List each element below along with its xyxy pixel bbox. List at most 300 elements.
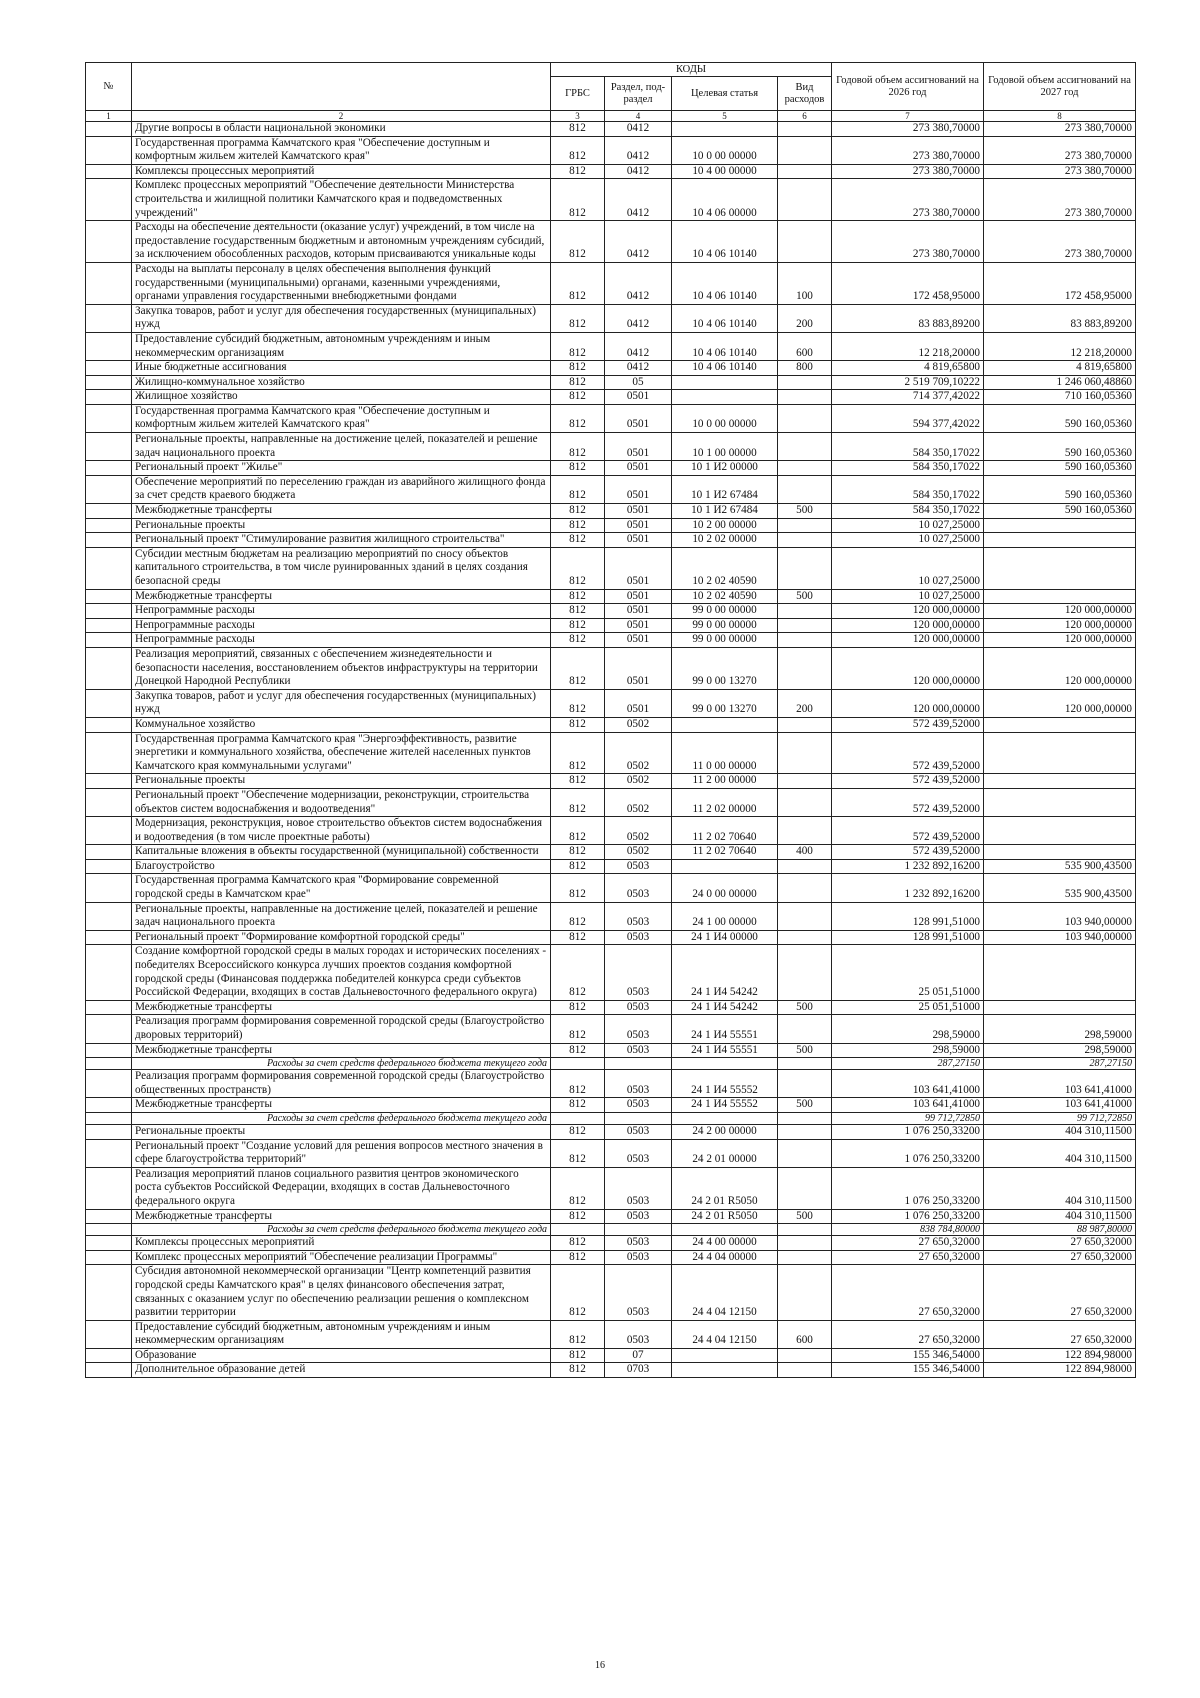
row-target-article: 11 2 02 70640 bbox=[672, 845, 778, 860]
row-grbs: 812 bbox=[551, 164, 605, 179]
row-target-article: 24 1 И4 54242 bbox=[672, 1000, 778, 1015]
row-target-article: 99 0 00 13270 bbox=[672, 689, 778, 717]
table-row bbox=[86, 774, 1136, 789]
row-section: 0412 bbox=[605, 179, 672, 221]
row-amount-2027: 535 900,43500 bbox=[984, 874, 1136, 902]
row-amount-2026: 10 027,25000 bbox=[832, 547, 984, 589]
row-amount-2027: 590 160,05360 bbox=[984, 404, 1136, 432]
row-index bbox=[86, 845, 132, 860]
row-amount-2026: 572 439,52000 bbox=[832, 817, 984, 845]
row-expense-type bbox=[778, 1265, 832, 1320]
table-row bbox=[86, 845, 1136, 860]
table-row bbox=[86, 304, 1136, 332]
row-section: 0412 bbox=[605, 262, 672, 304]
row-name: Реализация мероприятий планов социального развития центров экономического роста субъектов Российской Федерации, входящих в состав Дальневосточного федерального округа bbox=[132, 1167, 551, 1209]
row-index bbox=[86, 221, 132, 263]
row-expense-type bbox=[778, 1348, 832, 1363]
row-expense-type bbox=[778, 817, 832, 845]
row-section: 0503 bbox=[605, 902, 672, 930]
row-name: Комплекс процессных мероприятий "Обеспечение деятельности Министерства строительства и жилищной политики Камчатского края и подведомственных учреждений" bbox=[132, 179, 551, 221]
row-index bbox=[86, 1139, 132, 1167]
table-row bbox=[86, 404, 1136, 432]
row-amount-2027: 27 650,32000 bbox=[984, 1250, 1136, 1265]
row-amount-2026: 155 346,54000 bbox=[832, 1348, 984, 1363]
row-section: 0503 bbox=[605, 1265, 672, 1320]
row-name: Предоставление субсидий бюджетным, автономным учреждениям и иным некоммерческим организациям bbox=[132, 1320, 551, 1348]
row-target-article bbox=[672, 1058, 778, 1070]
row-grbs: 812 bbox=[551, 874, 605, 902]
row-amount-2027: 12 218,20000 bbox=[984, 332, 1136, 360]
row-amount-2027: 27 650,32000 bbox=[984, 1236, 1136, 1251]
row-expense-type bbox=[778, 122, 832, 137]
row-name: Государственная программа Камчатского края "Обеспечение доступным и комфортным жильем жителей Камчатского края" bbox=[132, 136, 551, 164]
row-index bbox=[86, 930, 132, 945]
table-row bbox=[86, 164, 1136, 179]
row-index bbox=[86, 475, 132, 503]
row-index bbox=[86, 332, 132, 360]
row-amount-2026: 572 439,52000 bbox=[832, 732, 984, 774]
row-name: Жилищно-коммунальное хозяйство bbox=[132, 375, 551, 390]
row-expense-type bbox=[778, 518, 832, 533]
row-index bbox=[86, 390, 132, 405]
row-amount-2026: 273 380,70000 bbox=[832, 136, 984, 164]
row-index bbox=[86, 504, 132, 519]
row-name: Модернизация, реконструкция, новое строительство объектов систем водоснабжения и водоотведения (в том числе проектные работы) bbox=[132, 817, 551, 845]
row-name: Государственная программа Камчатского края "Обеспечение доступным и комфортным жильем жителей Камчатского края" bbox=[132, 404, 551, 432]
col-number: 7 bbox=[832, 111, 984, 122]
row-name: Региональные проекты, направленные на достижение целей, показателей и решение задач национального проекта bbox=[132, 433, 551, 461]
row-expense-type bbox=[778, 717, 832, 732]
row-grbs: 812 bbox=[551, 618, 605, 633]
row-amount-2026: 1 076 250,33200 bbox=[832, 1167, 984, 1209]
row-grbs: 812 bbox=[551, 633, 605, 648]
row-name: Региональные проекты bbox=[132, 774, 551, 789]
row-grbs: 812 bbox=[551, 1124, 605, 1139]
row-index bbox=[86, 1167, 132, 1209]
row-index bbox=[86, 618, 132, 633]
table-row bbox=[86, 647, 1136, 689]
row-grbs: 812 bbox=[551, 1000, 605, 1015]
row-amount-2027 bbox=[984, 732, 1136, 774]
row-grbs: 812 bbox=[551, 361, 605, 376]
row-name: Межбюджетные трансферты bbox=[132, 1043, 551, 1058]
row-amount-2027: 120 000,00000 bbox=[984, 633, 1136, 648]
row-amount-2026: 10 027,25000 bbox=[832, 518, 984, 533]
row-amount-2026: 27 650,32000 bbox=[832, 1236, 984, 1251]
row-expense-type bbox=[778, 1112, 832, 1124]
row-amount-2027: 4 819,65800 bbox=[984, 361, 1136, 376]
row-expense-type bbox=[778, 1139, 832, 1167]
row-amount-2027 bbox=[984, 717, 1136, 732]
row-amount-2026: 1 232 892,16200 bbox=[832, 874, 984, 902]
row-amount-2027 bbox=[984, 845, 1136, 860]
row-index bbox=[86, 1363, 132, 1378]
row-index bbox=[86, 604, 132, 619]
row-index bbox=[86, 1209, 132, 1224]
col-number: 6 bbox=[778, 111, 832, 122]
row-name: Комплексы процессных мероприятий bbox=[132, 164, 551, 179]
row-name: Реализация программ формирования современной городской среды (Благоустройство дворовых территорий) bbox=[132, 1015, 551, 1043]
row-index bbox=[86, 788, 132, 816]
row-section: 0501 bbox=[605, 461, 672, 476]
row-grbs: 812 bbox=[551, 1265, 605, 1320]
row-index bbox=[86, 164, 132, 179]
row-grbs: 812 bbox=[551, 375, 605, 390]
row-section: 0501 bbox=[605, 604, 672, 619]
row-section: 0502 bbox=[605, 788, 672, 816]
row-amount-2027: 103 940,00000 bbox=[984, 902, 1136, 930]
row-grbs bbox=[551, 1112, 605, 1124]
row-grbs: 812 bbox=[551, 1236, 605, 1251]
row-amount-2027: 273 380,70000 bbox=[984, 136, 1136, 164]
row-index bbox=[86, 1265, 132, 1320]
row-target-article: 24 1 00 00000 bbox=[672, 902, 778, 930]
row-target-article: 11 2 02 70640 bbox=[672, 817, 778, 845]
row-grbs: 812 bbox=[551, 1043, 605, 1058]
row-amount-2027: 710 160,05360 bbox=[984, 390, 1136, 405]
row-target-article: 24 2 01 00000 bbox=[672, 1139, 778, 1167]
row-section: 0501 bbox=[605, 433, 672, 461]
row-section: 0503 bbox=[605, 1320, 672, 1348]
row-amount-2027: 120 000,00000 bbox=[984, 604, 1136, 619]
table-row bbox=[86, 1209, 1136, 1224]
table-row bbox=[86, 390, 1136, 405]
row-expense-type: 200 bbox=[778, 304, 832, 332]
row-amount-2027: 404 310,11500 bbox=[984, 1139, 1136, 1167]
table-row bbox=[86, 262, 1136, 304]
row-name: Непрограммные расходы bbox=[132, 604, 551, 619]
row-amount-2027: 120 000,00000 bbox=[984, 689, 1136, 717]
row-index bbox=[86, 262, 132, 304]
row-amount-2027 bbox=[984, 547, 1136, 589]
row-section: 0501 bbox=[605, 589, 672, 604]
table-row bbox=[86, 1265, 1136, 1320]
row-expense-type: 500 bbox=[778, 1043, 832, 1058]
row-expense-type bbox=[778, 533, 832, 548]
row-target-article: 24 4 04 12150 bbox=[672, 1320, 778, 1348]
row-amount-2027 bbox=[984, 518, 1136, 533]
row-section: 0503 bbox=[605, 1167, 672, 1209]
row-grbs: 812 bbox=[551, 1363, 605, 1378]
row-amount-2026: 273 380,70000 bbox=[832, 122, 984, 137]
row-section: 0503 bbox=[605, 859, 672, 874]
row-name: Обеспечение мероприятий по переселению граждан из аварийного жилищного фонда за счет средств краевого бюджета bbox=[132, 475, 551, 503]
table-row bbox=[86, 179, 1136, 221]
row-section: 0503 bbox=[605, 1043, 672, 1058]
row-expense-type bbox=[778, 461, 832, 476]
row-expense-type bbox=[778, 604, 832, 619]
row-amount-2026: 572 439,52000 bbox=[832, 717, 984, 732]
table-row bbox=[86, 902, 1136, 930]
table-row bbox=[86, 732, 1136, 774]
row-target-article: 10 0 00 00000 bbox=[672, 404, 778, 432]
table-row bbox=[86, 945, 1136, 1000]
table-row bbox=[86, 859, 1136, 874]
row-amount-2026: 1 232 892,16200 bbox=[832, 859, 984, 874]
row-grbs: 812 bbox=[551, 817, 605, 845]
table-row bbox=[86, 930, 1136, 945]
row-target-article: 24 1 И4 55551 bbox=[672, 1015, 778, 1043]
table-row bbox=[86, 1015, 1136, 1043]
row-section: 0501 bbox=[605, 547, 672, 589]
row-expense-type: 500 bbox=[778, 589, 832, 604]
note-row bbox=[86, 1058, 1136, 1070]
table-row bbox=[86, 618, 1136, 633]
row-amount-2026: 103 641,41000 bbox=[832, 1098, 984, 1113]
row-grbs bbox=[551, 1224, 605, 1236]
row-grbs: 812 bbox=[551, 390, 605, 405]
row-grbs: 812 bbox=[551, 221, 605, 263]
row-amount-2026: 838 784,80000 bbox=[832, 1224, 984, 1236]
row-amount-2026: 298,59000 bbox=[832, 1043, 984, 1058]
row-section: 0503 bbox=[605, 1250, 672, 1265]
row-amount-2026: 10 027,25000 bbox=[832, 533, 984, 548]
row-name: Создание комфортной городской среды в малых городах и исторических поселениях - победителях Всероссийского конкурса лучших проектов создания комфортной городской среды (Финансовая поддержка победителей конкурса среди субъектов Российской Федерации, входящих в состав Дальневосточного федерального округа) bbox=[132, 945, 551, 1000]
row-expense-type bbox=[778, 618, 832, 633]
table-row bbox=[86, 788, 1136, 816]
row-expense-type bbox=[778, 375, 832, 390]
row-index bbox=[86, 1043, 132, 1058]
row-target-article: 10 4 00 00000 bbox=[672, 164, 778, 179]
row-expense-type bbox=[778, 221, 832, 263]
table-row bbox=[86, 332, 1136, 360]
row-index bbox=[86, 1250, 132, 1265]
row-amount-2026: 572 439,52000 bbox=[832, 774, 984, 789]
row-section: 0501 bbox=[605, 689, 672, 717]
row-section: 0502 bbox=[605, 817, 672, 845]
row-target-article: 24 1 И4 00000 bbox=[672, 930, 778, 945]
row-amount-2026: 273 380,70000 bbox=[832, 221, 984, 263]
note-row bbox=[86, 1112, 1136, 1124]
row-index bbox=[86, 518, 132, 533]
row-amount-2027: 120 000,00000 bbox=[984, 647, 1136, 689]
row-expense-type bbox=[778, 633, 832, 648]
table-row bbox=[86, 533, 1136, 548]
row-expense-type bbox=[778, 136, 832, 164]
row-expense-type bbox=[778, 774, 832, 789]
row-grbs: 812 bbox=[551, 1348, 605, 1363]
row-index bbox=[86, 732, 132, 774]
row-grbs: 812 bbox=[551, 122, 605, 137]
row-amount-2027: 273 380,70000 bbox=[984, 122, 1136, 137]
row-section: 0703 bbox=[605, 1363, 672, 1378]
row-target-article: 11 0 00 00000 bbox=[672, 732, 778, 774]
header-vol-2026: Годовой объем ассигнований на 2026 год bbox=[832, 63, 984, 111]
row-target-article: 24 0 00 00000 bbox=[672, 874, 778, 902]
table-row bbox=[86, 1236, 1136, 1251]
row-name: Образование bbox=[132, 1348, 551, 1363]
row-grbs: 812 bbox=[551, 1209, 605, 1224]
row-amount-2027: 122 894,98000 bbox=[984, 1363, 1136, 1378]
row-name: Региональные проекты, направленные на достижение целей, показателей и решение задач национального проекта bbox=[132, 902, 551, 930]
row-amount-2027: 27 650,32000 bbox=[984, 1265, 1136, 1320]
row-name: Региональный проект "Жилье" bbox=[132, 461, 551, 476]
row-index bbox=[86, 1098, 132, 1113]
row-index bbox=[86, 361, 132, 376]
row-index bbox=[86, 1000, 132, 1015]
row-section: 0501 bbox=[605, 504, 672, 519]
row-amount-2027: 273 380,70000 bbox=[984, 179, 1136, 221]
row-amount-2026: 120 000,00000 bbox=[832, 689, 984, 717]
row-section: 0412 bbox=[605, 221, 672, 263]
table-row bbox=[86, 1139, 1136, 1167]
row-grbs: 812 bbox=[551, 604, 605, 619]
row-name: Закупка товаров, работ и услуг для обеспечения государственных (муниципальных) нужд bbox=[132, 304, 551, 332]
row-section: 0501 bbox=[605, 533, 672, 548]
row-amount-2026: 172 458,95000 bbox=[832, 262, 984, 304]
table-row bbox=[86, 461, 1136, 476]
row-target-article: 24 4 04 00000 bbox=[672, 1250, 778, 1265]
row-expense-type bbox=[778, 475, 832, 503]
row-section: 0503 bbox=[605, 930, 672, 945]
row-index bbox=[86, 1058, 132, 1070]
row-amount-2027: 120 000,00000 bbox=[984, 618, 1136, 633]
row-target-article bbox=[672, 1112, 778, 1124]
budget-table-sheet bbox=[85, 62, 1135, 1378]
header-name bbox=[132, 63, 551, 111]
row-index bbox=[86, 433, 132, 461]
row-section: 0501 bbox=[605, 633, 672, 648]
row-amount-2026: 120 000,00000 bbox=[832, 647, 984, 689]
col-number: 4 bbox=[605, 111, 672, 122]
row-amount-2026: 1 076 250,33200 bbox=[832, 1124, 984, 1139]
row-amount-2027 bbox=[984, 589, 1136, 604]
row-index bbox=[86, 717, 132, 732]
row-section: 0503 bbox=[605, 945, 672, 1000]
row-name: Предоставление субсидий бюджетным, автономным учреждениям и иным некоммерческим организациям bbox=[132, 332, 551, 360]
row-amount-2026: 12 218,20000 bbox=[832, 332, 984, 360]
col-number: 8 bbox=[984, 111, 1136, 122]
row-section: 0502 bbox=[605, 717, 672, 732]
row-amount-2026: 120 000,00000 bbox=[832, 633, 984, 648]
row-name: Региональные проекты bbox=[132, 1124, 551, 1139]
row-target-article: 10 1 И2 67484 bbox=[672, 504, 778, 519]
row-target-article: 99 0 00 00000 bbox=[672, 618, 778, 633]
row-name: Межбюджетные трансферты bbox=[132, 1209, 551, 1224]
row-section: 05 bbox=[605, 375, 672, 390]
row-name: Межбюджетные трансферты bbox=[132, 504, 551, 519]
row-amount-2026: 584 350,17022 bbox=[832, 475, 984, 503]
table-body bbox=[86, 122, 1136, 1378]
row-grbs: 812 bbox=[551, 774, 605, 789]
column-number-row bbox=[86, 111, 1136, 122]
row-expense-type: 500 bbox=[778, 1098, 832, 1113]
row-amount-2027: 590 160,05360 bbox=[984, 433, 1136, 461]
row-grbs: 812 bbox=[551, 1167, 605, 1209]
row-name: Комплексы процессных мероприятий bbox=[132, 1236, 551, 1251]
table-row bbox=[86, 475, 1136, 503]
row-index bbox=[86, 647, 132, 689]
row-section: 0501 bbox=[605, 404, 672, 432]
row-amount-2026: 10 027,25000 bbox=[832, 589, 984, 604]
row-target-article bbox=[672, 717, 778, 732]
row-grbs: 812 bbox=[551, 404, 605, 432]
row-name: Благоустройство bbox=[132, 859, 551, 874]
row-target-article: 24 1 И4 54242 bbox=[672, 945, 778, 1000]
row-amount-2026: 584 350,17022 bbox=[832, 504, 984, 519]
row-amount-2026: 584 350,17022 bbox=[832, 461, 984, 476]
row-index bbox=[86, 1124, 132, 1139]
row-name: Расходы за счет средств федерального бюджета текущего года bbox=[132, 1224, 551, 1236]
table-row bbox=[86, 518, 1136, 533]
table-row bbox=[86, 633, 1136, 648]
row-target-article: 10 4 06 10140 bbox=[672, 221, 778, 263]
row-target-article: 24 2 00 00000 bbox=[672, 1124, 778, 1139]
row-section: 0501 bbox=[605, 475, 672, 503]
header-num: № bbox=[86, 63, 132, 111]
row-target-article: 10 2 02 00000 bbox=[672, 533, 778, 548]
row-index bbox=[86, 633, 132, 648]
row-name: Расходы на обеспечение деятельности (оказание услуг) учреждений, в том числе на предоставление государственным бюджетным и автономным учреждениям субсидий, за исключением обособленных расходов, которым присваиваются уникальные коды bbox=[132, 221, 551, 263]
row-section bbox=[605, 1058, 672, 1070]
row-grbs: 812 bbox=[551, 304, 605, 332]
row-amount-2026: 27 650,32000 bbox=[832, 1320, 984, 1348]
row-expense-type: 400 bbox=[778, 845, 832, 860]
row-target-article: 10 4 06 10140 bbox=[672, 304, 778, 332]
row-amount-2026: 572 439,52000 bbox=[832, 845, 984, 860]
row-amount-2027 bbox=[984, 817, 1136, 845]
row-target-article bbox=[672, 1348, 778, 1363]
row-target-article: 24 2 01 R5050 bbox=[672, 1209, 778, 1224]
row-expense-type bbox=[778, 788, 832, 816]
row-grbs: 812 bbox=[551, 930, 605, 945]
row-amount-2026: 83 883,89200 bbox=[832, 304, 984, 332]
page-number: 16 bbox=[595, 1660, 605, 1671]
row-target-article: 11 2 00 00000 bbox=[672, 774, 778, 789]
table-row bbox=[86, 1320, 1136, 1348]
row-section: 0412 bbox=[605, 332, 672, 360]
row-expense-type bbox=[778, 1167, 832, 1209]
row-target-article: 10 1 И2 00000 bbox=[672, 461, 778, 476]
row-amount-2026: 25 051,51000 bbox=[832, 945, 984, 1000]
row-amount-2027: 273 380,70000 bbox=[984, 164, 1136, 179]
row-amount-2027: 103 641,41000 bbox=[984, 1070, 1136, 1098]
row-name: Непрограммные расходы bbox=[132, 633, 551, 648]
row-amount-2027: 404 310,11500 bbox=[984, 1167, 1136, 1209]
row-amount-2026: 103 641,41000 bbox=[832, 1070, 984, 1098]
row-amount-2026: 2 519 709,10222 bbox=[832, 375, 984, 390]
row-index bbox=[86, 589, 132, 604]
row-target-article: 10 2 02 40590 bbox=[672, 547, 778, 589]
row-target-article: 10 4 06 10140 bbox=[672, 332, 778, 360]
row-expense-type bbox=[778, 1015, 832, 1043]
row-target-article: 24 1 И4 55551 bbox=[672, 1043, 778, 1058]
table-row bbox=[86, 504, 1136, 519]
row-section: 0503 bbox=[605, 1236, 672, 1251]
row-amount-2027: 287,27150 bbox=[984, 1058, 1136, 1070]
table-row bbox=[86, 1167, 1136, 1209]
table-row bbox=[86, 1000, 1136, 1015]
row-expense-type bbox=[778, 547, 832, 589]
row-target-article: 10 0 00 00000 bbox=[672, 136, 778, 164]
row-target-article: 10 2 00 00000 bbox=[672, 518, 778, 533]
header-vol-2027: Годовой объем ассигнований на 2027 год bbox=[984, 63, 1136, 111]
row-section: 0412 bbox=[605, 122, 672, 137]
row-target-article: 10 4 06 00000 bbox=[672, 179, 778, 221]
row-expense-type bbox=[778, 404, 832, 432]
row-name: Дополнительное образование детей bbox=[132, 1363, 551, 1378]
row-grbs: 812 bbox=[551, 179, 605, 221]
row-target-article: 24 4 00 00000 bbox=[672, 1236, 778, 1251]
table-row bbox=[86, 1250, 1136, 1265]
row-grbs: 812 bbox=[551, 504, 605, 519]
table-row bbox=[86, 589, 1136, 604]
table-row bbox=[86, 433, 1136, 461]
row-name: Коммунальное хозяйство bbox=[132, 717, 551, 732]
row-index bbox=[86, 874, 132, 902]
table-row bbox=[86, 136, 1136, 164]
row-index bbox=[86, 1224, 132, 1236]
